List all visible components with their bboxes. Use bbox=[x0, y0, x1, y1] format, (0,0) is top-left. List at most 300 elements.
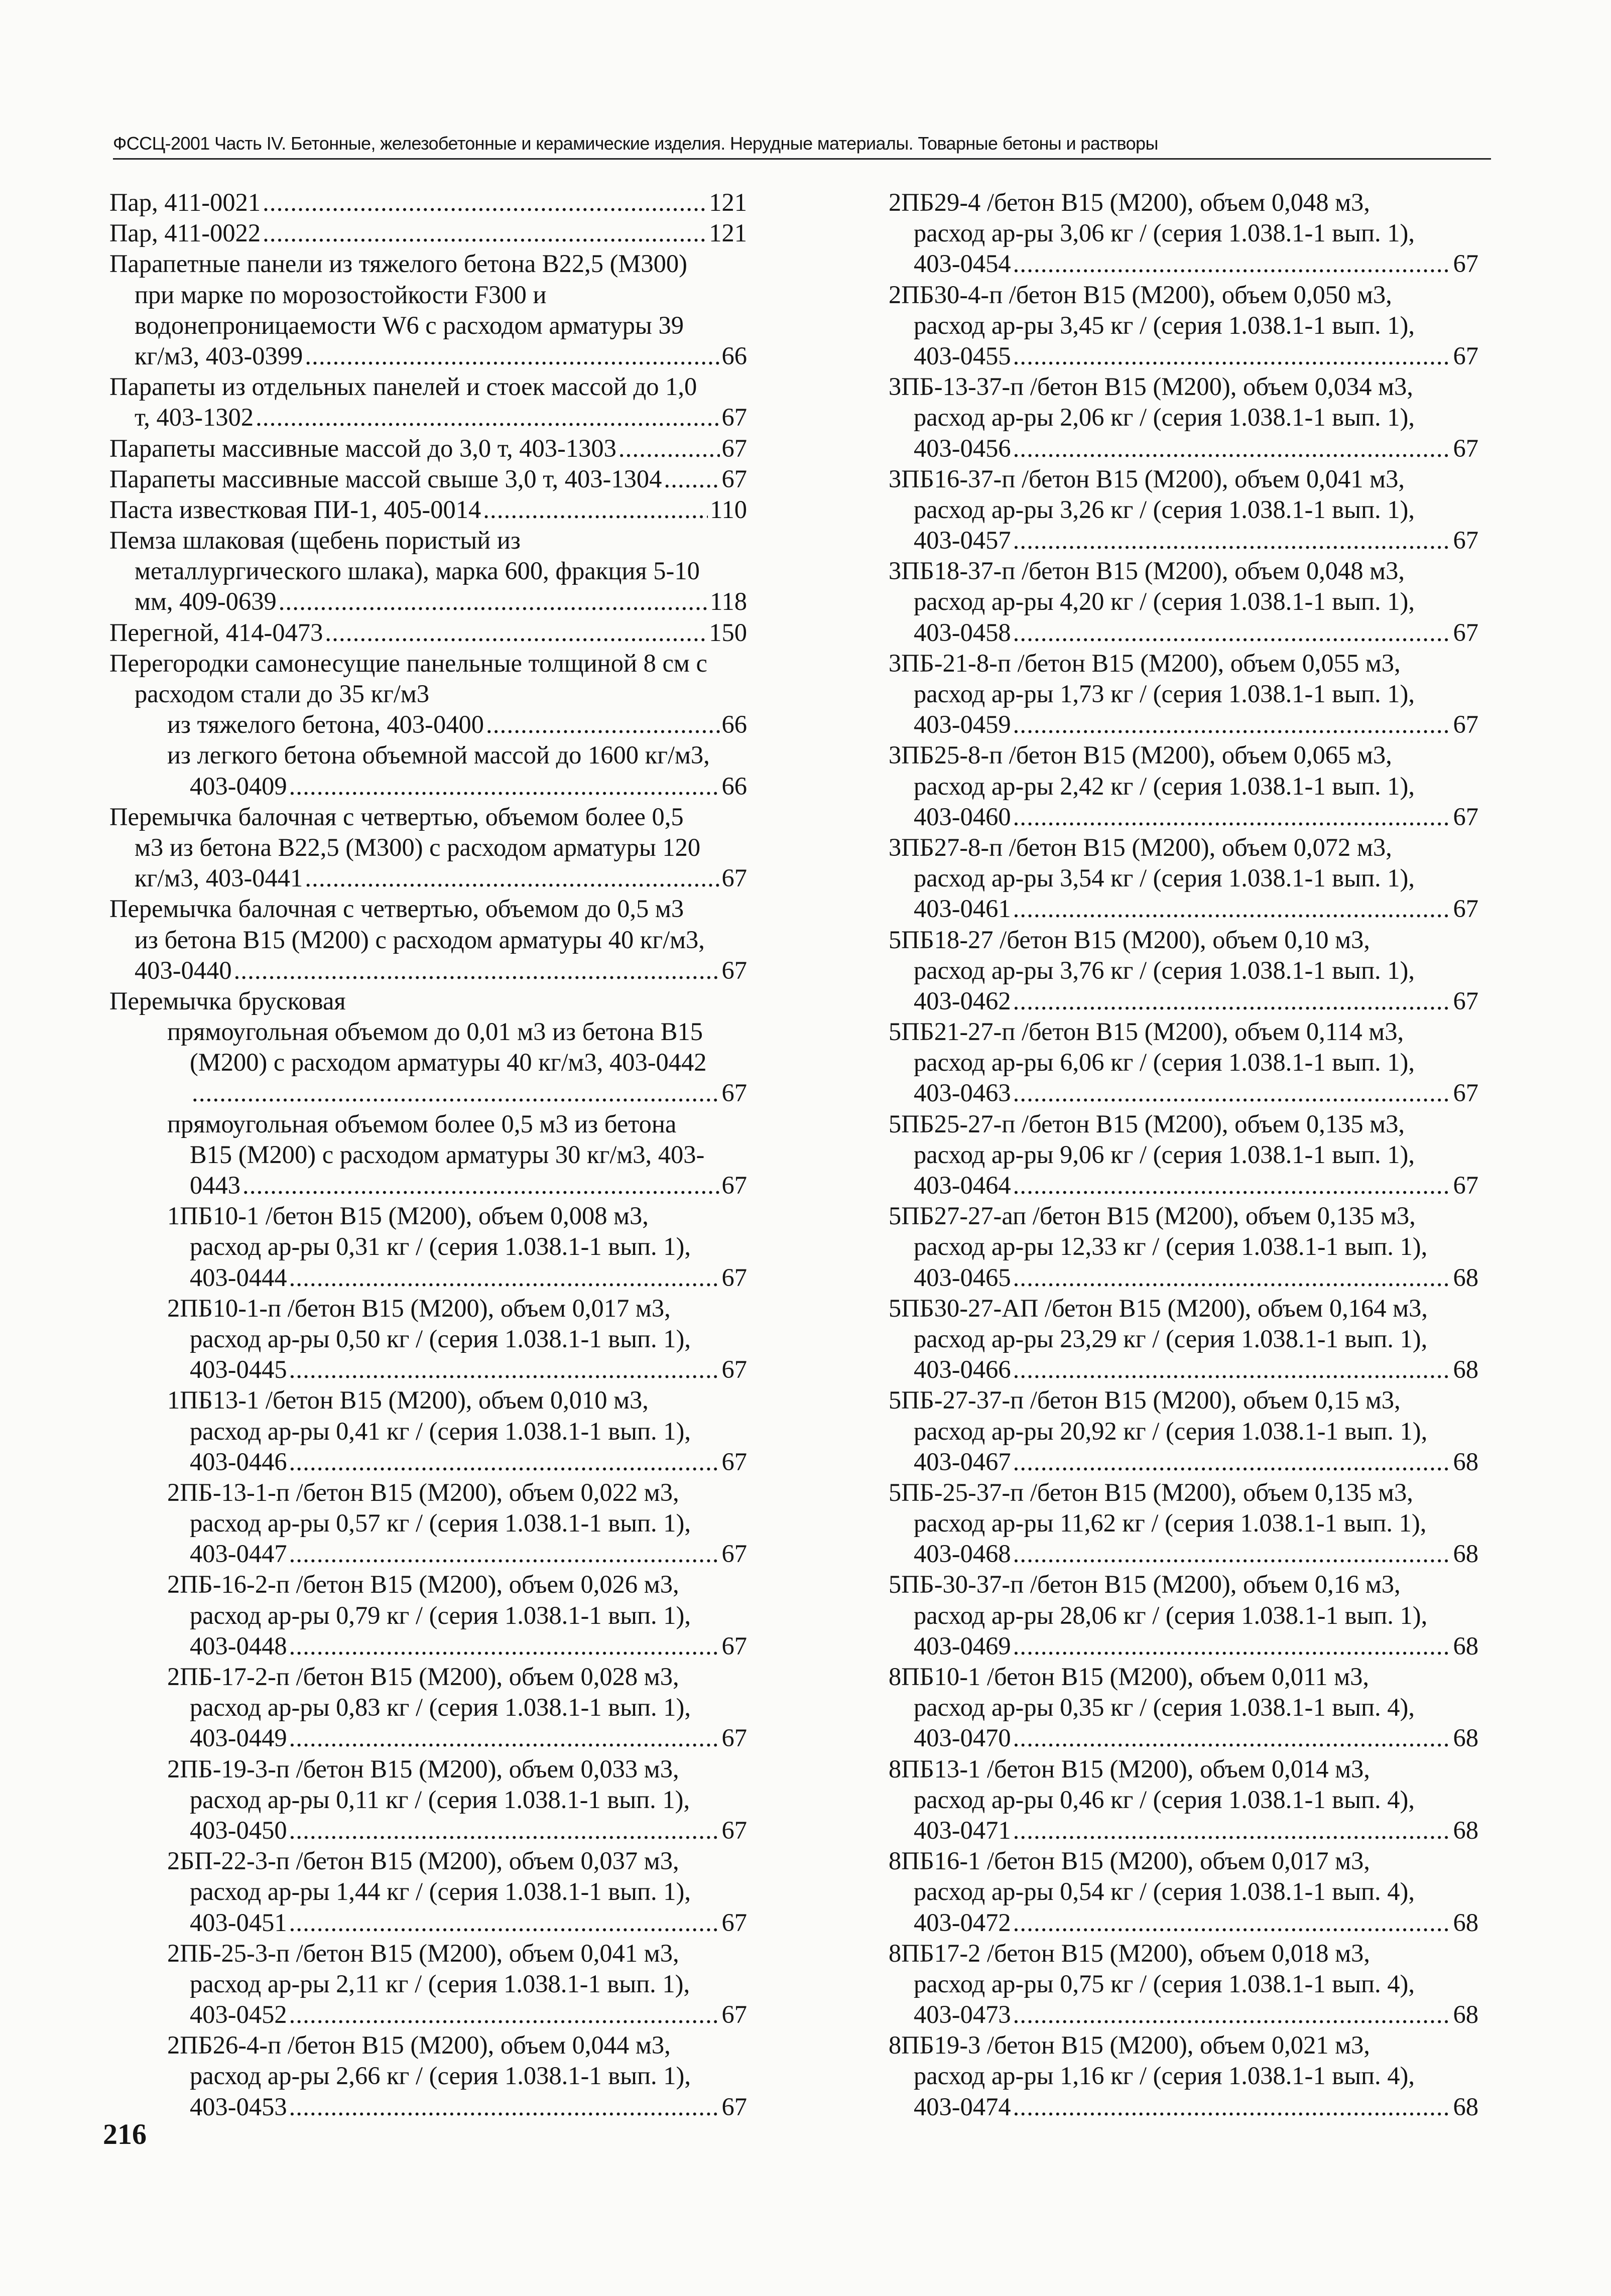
dot-leader bbox=[289, 1999, 720, 2030]
entry-text: 403-0460 bbox=[914, 802, 1011, 831]
index-entry-line bbox=[109, 1999, 747, 2030]
entry-page-ref: 150 bbox=[709, 618, 747, 647]
dot-leader bbox=[1013, 1447, 1451, 1477]
entry-page-ref: 67 bbox=[721, 1540, 747, 1568]
entry-text: расход ар-ры 0,83 кг / (серия 1.038.1-1 вып. 1), bbox=[190, 1693, 691, 1722]
dot-leader bbox=[289, 1354, 720, 1385]
entry-text: 5ПБ-30-37-п /бетон В15 (М200), объем 0,16 м3, bbox=[889, 1570, 1401, 1599]
entry-text: расход ар-ры 1,44 кг / (серия 1.038.1-1 вып. 1), bbox=[190, 1877, 691, 1906]
entry-page-ref: 67 bbox=[721, 1263, 747, 1292]
entry-page-ref: 67 bbox=[1453, 434, 1478, 462]
index-entry-line bbox=[109, 341, 747, 371]
entry-text: 403-0468 bbox=[914, 1540, 1011, 1568]
index-column-left bbox=[109, 187, 747, 2122]
entry-text: 403-0470 bbox=[914, 1724, 1011, 1752]
entry-page-ref: 67 bbox=[1453, 526, 1478, 555]
index-entry-line bbox=[109, 925, 747, 955]
index-entry-line bbox=[889, 771, 1478, 802]
dot-leader bbox=[1013, 1631, 1451, 1662]
entry-page-ref: 67 bbox=[721, 2000, 747, 2029]
dot-leader bbox=[279, 586, 708, 617]
index-entry-line bbox=[889, 925, 1478, 955]
entry-text: 403-0448 bbox=[190, 1631, 287, 1660]
dot-leader bbox=[289, 771, 720, 802]
index-entry-line bbox=[889, 1539, 1478, 1569]
index-entry-line bbox=[109, 1477, 747, 1508]
dot-leader bbox=[325, 617, 707, 648]
index-entry-line bbox=[109, 648, 747, 679]
dot-leader bbox=[1013, 1815, 1451, 1846]
entry-page-ref: 67 bbox=[721, 1171, 747, 1199]
index-entry-line bbox=[889, 1969, 1478, 1999]
dot-leader bbox=[263, 187, 707, 218]
entry-text: 5ПБ-27-37-п /бетон В15 (М200), объем 0,15 м3, bbox=[889, 1386, 1401, 1415]
entry-text: водонепроницаемости W6 с расходом арматуры 39 bbox=[135, 311, 684, 339]
index-entry-line bbox=[109, 1016, 747, 1047]
dot-leader bbox=[256, 402, 719, 433]
entry-text: 8ПБ17-2 /бетон В15 (М200), объем 0,018 м3, bbox=[889, 1939, 1370, 1967]
index-entry-line bbox=[889, 2061, 1478, 2091]
entry-text: 5ПБ-25-37-п /бетон В15 (М200), объем 0,135 м3, bbox=[889, 1478, 1413, 1506]
entry-text: 403-0453 bbox=[190, 2092, 287, 2121]
dot-leader bbox=[1013, 1539, 1451, 1569]
entry-text: из легкого бетона объемной массой до 1600 кг/м3, bbox=[167, 741, 710, 770]
index-entry-line bbox=[889, 1324, 1478, 1354]
index-entry-line bbox=[889, 1016, 1478, 1047]
entry-text: 5ПБ21-27-п /бетон В15 (М200), объем 0,114 м3, bbox=[889, 1017, 1404, 1046]
entry-text: расход ар-ры 11,62 кг / (серия 1.038.1-1 вып. 1), bbox=[914, 1509, 1427, 1538]
entry-text: 403-0474 bbox=[914, 2092, 1011, 2121]
index-entry-line bbox=[889, 310, 1478, 341]
entry-text: Пар, 411-0022 bbox=[109, 219, 261, 247]
entry-text: расход ар-ры 0,54 кг / (серия 1.038.1-1 вып. 4), bbox=[914, 1877, 1415, 1906]
index-entry-line bbox=[889, 617, 1478, 648]
dot-leader bbox=[1013, 986, 1451, 1016]
entry-text: 8ПБ10-1 /бетон В15 (М200), объем 0,011 м3, bbox=[889, 1663, 1370, 1691]
index-entry-line bbox=[889, 1784, 1478, 1815]
index-entry-line bbox=[109, 2061, 747, 2091]
index-entry-line bbox=[889, 1477, 1478, 1508]
entry-text: 403-0451 bbox=[190, 1908, 287, 1937]
dot-leader bbox=[1013, 617, 1451, 648]
entry-text: Перегородки самонесущие панельные толщиной 8 см с bbox=[109, 649, 707, 677]
index-entry-line bbox=[109, 1907, 747, 1938]
entry-page-ref: 67 bbox=[1453, 986, 1478, 1015]
entry-text: расход ар-ры 2,06 кг / (серия 1.038.1-1 вып. 1), bbox=[914, 403, 1415, 432]
index-entry-line bbox=[109, 802, 747, 832]
entry-text: 3ПБ18-37-п /бетон В15 (М200), объем 0,048 м3, bbox=[889, 557, 1405, 585]
entry-text: из бетона В15 (М200) с расходом арматуры 40 кг/м3, bbox=[135, 925, 705, 954]
entry-text: 3ПБ25-8-п /бетон В15 (М200), объем 0,065 м3, bbox=[889, 741, 1392, 770]
index-entry-line bbox=[889, 1876, 1478, 1907]
index-entry-line bbox=[889, 740, 1478, 771]
entry-text: 3ПБ16-37-п /бетон В15 (М200), объем 0,041 м3, bbox=[889, 464, 1405, 493]
entry-text: 403-0461 bbox=[914, 895, 1011, 923]
entry-text: 8ПБ19-3 /бетон В15 (М200), объем 0,021 м3, bbox=[889, 2031, 1370, 2060]
entry-text: 2ПБ29-4 /бетон В15 (М200), объем 0,048 м3, bbox=[889, 188, 1370, 216]
index-entry-line bbox=[889, 248, 1478, 279]
index-entry-line bbox=[109, 402, 747, 433]
entry-text: расход ар-ры 0,50 кг / (серия 1.038.1-1 вып. 1), bbox=[190, 1324, 691, 1353]
entry-page-ref: 67 bbox=[721, 403, 747, 432]
entry-page-ref: 67 bbox=[1453, 710, 1478, 739]
entry-text: 403-0450 bbox=[190, 1816, 287, 1844]
index-entry-line bbox=[889, 679, 1478, 709]
entry-text: 403-0454 bbox=[914, 249, 1011, 278]
entry-text: расход ар-ры 9,06 кг / (серия 1.038.1-1 вып. 1), bbox=[914, 1140, 1415, 1169]
index-entry-line bbox=[889, 1354, 1478, 1385]
entry-text: 403-0409 bbox=[190, 772, 287, 800]
index-entry-line bbox=[889, 832, 1478, 863]
index-entry-line bbox=[109, 1876, 747, 1907]
entry-text: 403-0456 bbox=[914, 434, 1011, 462]
index-entry-line bbox=[109, 1447, 747, 1477]
entry-text: 8ПБ16-1 /бетон В15 (М200), объем 0,017 м3, bbox=[889, 1847, 1370, 1875]
index-entry-line bbox=[109, 709, 747, 740]
index-entry-line bbox=[889, 1907, 1478, 1938]
entry-text: 3ПБ-21-8-п /бетон В15 (М200), объем 0,055 м3, bbox=[889, 649, 1401, 677]
entry-text: при марке по морозостойкости F300 и bbox=[135, 280, 547, 309]
dot-leader bbox=[289, 1907, 720, 1938]
entry-text: 2ПБ-13-1-п /бетон В15 (М200), объем 0,022 м3, bbox=[167, 1478, 679, 1506]
entry-text: расход ар-ры 12,33 кг / (серия 1.038.1-1 вып. 1), bbox=[914, 1232, 1428, 1261]
index-entry-line bbox=[889, 556, 1478, 586]
index-entry-line bbox=[889, 341, 1478, 371]
entry-text: 403-0457 bbox=[914, 526, 1011, 555]
entry-page-ref: 68 bbox=[1453, 1908, 1478, 1937]
entry-text: 5ПБ30-27-АП /бетон В15 (М200), объем 0,164 м3, bbox=[889, 1294, 1428, 1322]
entry-text: кг/м3, 403-0399 bbox=[135, 341, 303, 370]
entry-text: 403-0455 bbox=[914, 341, 1011, 370]
running-header: ФССЦ-2001 Часть IV. Бетонные, железобетонные и керамические изделия. Нерудные материалы. Товарные бетоны и растворы bbox=[113, 133, 1158, 154]
entry-page-ref: 67 bbox=[1453, 249, 1478, 278]
index-entry-line bbox=[889, 464, 1478, 494]
entry-text: 5ПБ25-27-п /бетон В15 (М200), объем 0,135 м3, bbox=[889, 1109, 1405, 1138]
entry-page-ref: 67 bbox=[1453, 341, 1478, 370]
entry-text: расход ар-ры 2,11 кг / (серия 1.038.1-1 вып. 1), bbox=[190, 1969, 690, 1998]
index-entry-line bbox=[109, 280, 747, 310]
entry-text: металлургического шлака), марка 600, фракция 5-10 bbox=[135, 557, 700, 585]
entry-text: расход ар-ры 23,29 кг / (серия 1.038.1-1 вып. 1), bbox=[914, 1324, 1428, 1353]
entry-text: расход ар-ры 2,66 кг / (серия 1.038.1-1 вып. 1), bbox=[190, 2062, 691, 2090]
index-entry-line bbox=[109, 1569, 747, 1600]
entry-text: 2ПБ-17-2-п /бетон В15 (М200), объем 0,028 м3, bbox=[167, 1663, 679, 1691]
entry-page-ref: 67 bbox=[721, 1908, 747, 1937]
index-entry-line bbox=[889, 494, 1478, 525]
dot-leader bbox=[1013, 2092, 1451, 2122]
entry-page-ref: 66 bbox=[721, 772, 747, 800]
entry-page-ref: 67 bbox=[721, 864, 747, 892]
entry-text: Перегной, 414-0473 bbox=[109, 618, 323, 647]
entry-page-ref: 67 bbox=[721, 1631, 747, 1660]
index-entry-line bbox=[109, 371, 747, 402]
entry-text: Перемычка балочная с четвертью, объемом более 0,5 bbox=[109, 802, 684, 831]
page-number: 216 bbox=[103, 2118, 147, 2150]
index-entry-line bbox=[889, 1047, 1478, 1078]
dot-leader bbox=[1013, 433, 1451, 464]
entry-page-ref: 68 bbox=[1453, 2092, 1478, 2121]
entry-text: 2ПБ30-4-п /бетон В15 (М200), объем 0,050 м3, bbox=[889, 280, 1392, 309]
entry-text: расход ар-ры 0,41 кг / (серия 1.038.1-1 вып. 1), bbox=[190, 1417, 691, 1445]
index-entry-line bbox=[109, 248, 747, 279]
entry-text: Пар, 411-0021 bbox=[109, 188, 261, 216]
entry-text: расход ар-ры 4,20 кг / (серия 1.038.1-1 вып. 1), bbox=[914, 587, 1415, 616]
index-entry-line bbox=[109, 2092, 747, 2122]
entry-page-ref: 67 bbox=[721, 434, 747, 462]
entry-text: 403-0462 bbox=[914, 986, 1011, 1015]
index-entry-line bbox=[109, 1385, 747, 1416]
index-entry-line bbox=[889, 1662, 1478, 1692]
index-column-right bbox=[889, 187, 1478, 2122]
entry-text: т, 403-1302 bbox=[135, 403, 254, 432]
index-entry-line bbox=[109, 955, 747, 986]
index-entry-line bbox=[889, 1692, 1478, 1723]
entry-text: расход ар-ры 20,92 кг / (серия 1.038.1-1 вып. 1), bbox=[914, 1417, 1428, 1445]
dot-leader bbox=[1013, 1262, 1451, 1293]
entry-page-ref: 66 bbox=[721, 341, 747, 370]
entry-text: 2ПБ26-4-п /бетон В15 (М200), объем 0,044 м3, bbox=[167, 2031, 671, 2060]
header-rule bbox=[113, 158, 1491, 160]
dot-leader bbox=[1013, 1907, 1451, 1938]
entry-text: расход ар-ры 3,54 кг / (серия 1.038.1-1 вып. 1), bbox=[914, 864, 1415, 892]
entry-text: 403-0467 bbox=[914, 1447, 1011, 1476]
index-entry-line bbox=[109, 525, 747, 556]
entry-text: расход ар-ры 3,06 кг / (серия 1.038.1-1 вып. 1), bbox=[914, 219, 1415, 247]
index-entry-line bbox=[109, 1723, 747, 1753]
index-entry-line bbox=[889, 709, 1478, 740]
entry-text: мм, 409-0639 bbox=[135, 587, 277, 616]
index-entry-line bbox=[889, 371, 1478, 402]
entry-text: 2ПБ-16-2-п /бетон В15 (М200), объем 0,026 м3, bbox=[167, 1570, 679, 1599]
index-entry-line bbox=[889, 2030, 1478, 2061]
dot-leader bbox=[289, 2092, 720, 2122]
entry-text: расход ар-ры 3,26 кг / (серия 1.038.1-1 вып. 1), bbox=[914, 495, 1415, 524]
entry-page-ref: 118 bbox=[710, 587, 747, 616]
entry-text: из тяжелого бетона, 403-0400 bbox=[167, 710, 484, 739]
entry-text: 403-0458 bbox=[914, 618, 1011, 647]
index-entry-line bbox=[109, 1969, 747, 1999]
dot-leader bbox=[1013, 525, 1451, 556]
entry-text: расход ар-ры 1,16 кг / (серия 1.038.1-1 вып. 4), bbox=[914, 2062, 1415, 2090]
index-entry-line bbox=[109, 1692, 747, 1723]
entry-page-ref: 67 bbox=[721, 1724, 747, 1752]
dot-leader bbox=[192, 1078, 720, 1108]
index-entry-line bbox=[889, 1999, 1478, 2030]
dot-leader bbox=[289, 1262, 720, 1293]
index-entry-line bbox=[889, 955, 1478, 986]
entry-page-ref: 67 bbox=[721, 464, 747, 493]
entry-text: 2ПБ10-1-п /бетон В15 (М200), объем 0,017 м3, bbox=[167, 1294, 671, 1322]
entry-page-ref: 68 bbox=[1453, 1447, 1478, 1476]
index-entry-line bbox=[109, 1201, 747, 1231]
entry-text: 5ПБ27-27-ап /бетон В15 (М200), объем 0,135 м3, bbox=[889, 1202, 1416, 1230]
dot-leader bbox=[289, 1631, 720, 1662]
entry-text: 403-0459 bbox=[914, 710, 1011, 739]
index-entry-line bbox=[889, 1416, 1478, 1447]
entry-page-ref: 67 bbox=[1453, 802, 1478, 831]
entry-text: 2БП-22-3-п /бетон В15 (М200), объем 0,037 м3, bbox=[167, 1847, 679, 1875]
dot-leader bbox=[1013, 1723, 1451, 1753]
index-entry-line bbox=[889, 218, 1478, 248]
index-entry-line bbox=[889, 1109, 1478, 1139]
index-entry-line bbox=[109, 433, 747, 464]
entry-text: 2ПБ-25-3-п /бетон В15 (М200), объем 0,041 м3, bbox=[167, 1939, 679, 1967]
entry-text: расход ар-ры 28,06 кг / (серия 1.038.1-1 вып. 1), bbox=[914, 1601, 1428, 1629]
entry-page-ref: 67 bbox=[1453, 895, 1478, 923]
entry-text: кг/м3, 403-0441 bbox=[135, 864, 303, 892]
index-entry-line bbox=[889, 433, 1478, 464]
entry-text: расход ар-ры 6,06 кг / (серия 1.038.1-1 вып. 1), bbox=[914, 1048, 1415, 1077]
entry-page-ref: 67 bbox=[721, 2092, 747, 2121]
entry-text: расход ар-ры 0,46 кг / (серия 1.038.1-1 вып. 4), bbox=[914, 1785, 1415, 1814]
entry-text: расход ар-ры 0,75 кг / (серия 1.038.1-1 вып. 4), bbox=[914, 1969, 1415, 1998]
dot-leader bbox=[1013, 1354, 1451, 1385]
dot-leader bbox=[1013, 802, 1451, 832]
index-entry-line bbox=[889, 1600, 1478, 1631]
entry-page-ref: 121 bbox=[709, 188, 747, 216]
index-entry-line bbox=[889, 187, 1478, 218]
entry-text: 403-0469 bbox=[914, 1631, 1011, 1660]
entry-text: Парапеты массивные массой свыше 3,0 т, 403-1304 bbox=[109, 464, 662, 493]
index-entry-line bbox=[889, 802, 1478, 832]
index-entry-line bbox=[889, 1447, 1478, 1477]
index-entry-line bbox=[889, 1569, 1478, 1600]
dot-leader bbox=[305, 863, 719, 894]
entry-text: расход ар-ры 0,79 кг / (серия 1.038.1-1 вып. 1), bbox=[190, 1601, 691, 1629]
entry-page-ref: 68 bbox=[1453, 1540, 1478, 1568]
entry-page-ref: 68 bbox=[1453, 1631, 1478, 1660]
index-entry-line bbox=[109, 464, 747, 494]
index-entry-line bbox=[109, 679, 747, 709]
index-entry-line bbox=[109, 1416, 747, 1447]
entry-text: 403-0447 bbox=[190, 1540, 287, 1568]
index-entry-line bbox=[889, 1631, 1478, 1662]
index-entry-line bbox=[109, 187, 747, 218]
entry-text: расход ар-ры 0,11 кг / (серия 1.038.1-1 вып. 1), bbox=[190, 1785, 690, 1814]
index-entry-line bbox=[889, 1754, 1478, 1784]
index-entry-line bbox=[109, 1846, 747, 1876]
entry-text: 403-0466 bbox=[914, 1355, 1011, 1384]
index-entry-line bbox=[889, 586, 1478, 617]
entry-text: расход ар-ры 0,35 кг / (серия 1.038.1-1 вып. 4), bbox=[914, 1693, 1415, 1722]
index-entry-line bbox=[109, 586, 747, 617]
dot-leader bbox=[289, 1723, 720, 1753]
entry-text: Паста известковая ПИ-1, 405-0014 bbox=[109, 495, 481, 524]
entry-text: прямоугольная объемом до 0,01 м3 из бетона В15 bbox=[167, 1017, 703, 1046]
entry-page-ref: 67 bbox=[721, 1816, 747, 1844]
entry-page-ref: 67 bbox=[1453, 1079, 1478, 1107]
index-entry-line bbox=[109, 1078, 747, 1108]
entry-text: расход ар-ры 2,42 кг / (серия 1.038.1-1 вып. 1), bbox=[914, 772, 1415, 800]
index-entry-line bbox=[109, 1354, 747, 1385]
index-entry-line bbox=[889, 1385, 1478, 1416]
entry-page-ref: 67 bbox=[721, 1355, 747, 1384]
entry-text: 403-0472 bbox=[914, 1908, 1011, 1937]
index-entry-line bbox=[889, 1815, 1478, 1846]
index-entry-line bbox=[889, 525, 1478, 556]
entry-page-ref: 68 bbox=[1453, 1724, 1478, 1752]
entry-page-ref: 68 bbox=[1453, 1355, 1478, 1384]
dot-leader bbox=[1013, 894, 1451, 924]
dot-leader bbox=[289, 1447, 720, 1477]
entry-page-ref: 68 bbox=[1453, 2000, 1478, 2029]
dot-leader bbox=[1013, 341, 1451, 371]
index-entry-line bbox=[889, 863, 1478, 894]
dot-leader bbox=[486, 709, 719, 740]
entry-text: 3ПБ27-8-п /бетон В15 (М200), объем 0,072 м3, bbox=[889, 833, 1392, 861]
entry-text: м3 из бетона В22,5 (М300) с расходом арматуры 120 bbox=[135, 833, 701, 861]
dot-leader bbox=[1013, 1999, 1451, 2030]
entry-page-ref: 67 bbox=[1453, 618, 1478, 647]
entry-text: В15 (М200) с расходом арматуры 30 кг/м3, 403- bbox=[190, 1140, 705, 1169]
entry-text: Парапетные панели из тяжелого бетона В22,5 (М300) bbox=[109, 249, 687, 278]
index-entry-line bbox=[109, 1047, 747, 1078]
index-entry-line bbox=[889, 1262, 1478, 1293]
index-entry-line bbox=[109, 1662, 747, 1692]
index-entry-line bbox=[889, 986, 1478, 1016]
entry-text: Перемычка балочная с четвертью, объемом до 0,5 м3 bbox=[109, 895, 684, 923]
index-entry-line bbox=[889, 1293, 1478, 1324]
entry-text: Парапеты из отдельных панелей и стоек массой до 1,0 bbox=[109, 372, 697, 401]
entry-text: 2ПБ-19-3-п /бетон В15 (М200), объем 0,033 м3, bbox=[167, 1754, 679, 1783]
index-entry-line bbox=[109, 2030, 747, 2061]
entry-text: 403-0444 bbox=[190, 1263, 287, 1292]
entry-text: Пемза шлаковая (щебень пористый из bbox=[109, 526, 521, 555]
index-entry-line bbox=[889, 648, 1478, 679]
index-entry-line bbox=[889, 2092, 1478, 2122]
entry-page-ref: 67 bbox=[721, 956, 747, 984]
entry-text: расход ар-ры 0,31 кг / (серия 1.038.1-1 вып. 1), bbox=[190, 1232, 691, 1261]
dot-leader bbox=[1013, 1170, 1451, 1201]
entry-text: 403-0449 bbox=[190, 1724, 287, 1752]
index-entry-line bbox=[109, 1631, 747, 1662]
dot-leader bbox=[1013, 248, 1451, 279]
index-entry-line bbox=[109, 832, 747, 863]
index-entry-line bbox=[109, 1784, 747, 1815]
index-entry-line bbox=[109, 1293, 747, 1324]
index-entry-line bbox=[109, 1754, 747, 1784]
index-entry-line bbox=[109, 1139, 747, 1170]
dot-leader bbox=[618, 433, 720, 464]
entry-text: 403-0445 bbox=[190, 1355, 287, 1384]
entry-page-ref: 67 bbox=[721, 1079, 747, 1107]
dot-leader bbox=[234, 955, 720, 986]
dot-leader bbox=[1013, 1078, 1451, 1108]
entry-page-ref: 68 bbox=[1453, 1263, 1478, 1292]
dot-leader bbox=[1013, 709, 1451, 740]
index-entry-line bbox=[109, 218, 747, 248]
index-entry-line bbox=[109, 556, 747, 586]
entry-page-ref: 67 bbox=[721, 1447, 747, 1476]
entry-text: 403-0463 bbox=[914, 1079, 1011, 1107]
dot-leader bbox=[305, 341, 719, 371]
entry-text: 1ПБ13-1 /бетон В15 (М200), объем 0,010 м3, bbox=[167, 1386, 649, 1415]
entry-text: прямоугольная объемом более 0,5 м3 из бетона bbox=[167, 1109, 677, 1138]
entry-text: Парапеты массивные массой до 3,0 т, 403-1303 bbox=[109, 434, 616, 462]
index-entry-line bbox=[889, 1846, 1478, 1876]
index-entry-line bbox=[109, 1170, 747, 1201]
index-entry-line bbox=[889, 280, 1478, 310]
index-entry-line bbox=[109, 1262, 747, 1293]
index-entry-line bbox=[889, 402, 1478, 433]
index-entry-line bbox=[889, 1723, 1478, 1753]
entry-page-ref: 66 bbox=[721, 710, 747, 739]
entry-text: 403-0464 bbox=[914, 1171, 1011, 1199]
index-entry-line bbox=[889, 1078, 1478, 1108]
index-entry-line bbox=[889, 894, 1478, 924]
entry-text: 8ПБ13-1 /бетон В15 (М200), объем 0,014 м3, bbox=[889, 1754, 1370, 1783]
index-entry-line bbox=[109, 310, 747, 341]
